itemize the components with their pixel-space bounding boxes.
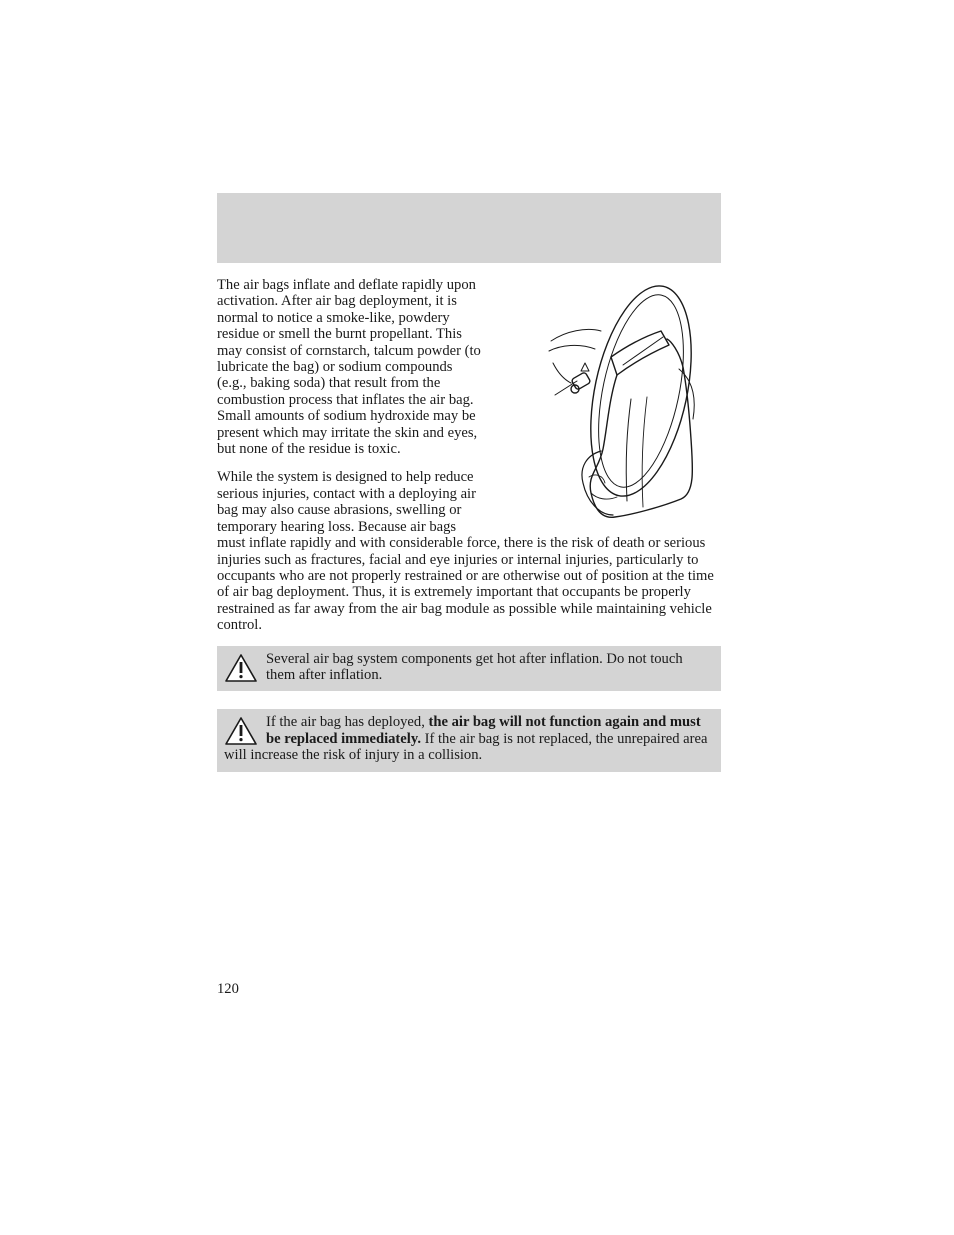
- body-paragraph-2: While the system is designed to help reduce serious injuries, contact with a deploying air bag may also cause abrasions, swelling or temporary hearing loss. Because air bags must inflate rapidly and with considerable force, there is the risk of death or serious injuries such as fractures, facial and eye injuries or internal injuries, particularly to occupants who are not properly restrained or are otherwise out of position at the time of air bag deployment. Thus, it is extremely important that occupants be properly restrained as far away from the air bag module as possible while maintaining vehicle control.: [217, 469, 714, 634]
- warning-text-lead: If the air bag has deployed,: [266, 714, 429, 731]
- warning-triangle-icon: [224, 716, 258, 746]
- warning-text-hot-components: Several air bag system components get hot after inflation. Do not touch them after inflation.: [266, 650, 683, 683]
- warning-box-hot-components: [217, 646, 721, 692]
- steering-wheel-airbag-icon: [491, 279, 727, 529]
- warning-triangle-icon: [224, 653, 258, 683]
- warning-box-replace-airbag: [217, 709, 721, 771]
- header-band: [217, 193, 721, 263]
- warning-text-tail: If the air bag is not replaced, the unrepaired area will increase the risk of injury in a collision.: [224, 730, 708, 764]
- page-number: 120: [217, 981, 239, 997]
- warning-text-emphasis: the air bag will not function again and must be replaced immediately.: [266, 714, 701, 747]
- airbag-deployment-figure: [491, 279, 727, 529]
- page-content: [217, 277, 721, 772]
- body-paragraph-1: The air bags inflate and deflate rapidly upon activation. After air bag deployment, it is normal to notice a smoke-like, powdery residue or smell the burnt propellant. This may consist of cornstarch, talcum powder (to lubricate the bag) or sodium compounds (e.g., baking soda) that result from the combustion process that inflates the air bag. Small amounts of sodium hydroxide may be present which may irritate the skin and eyes, but none of the residue is toxic.: [217, 277, 481, 458]
